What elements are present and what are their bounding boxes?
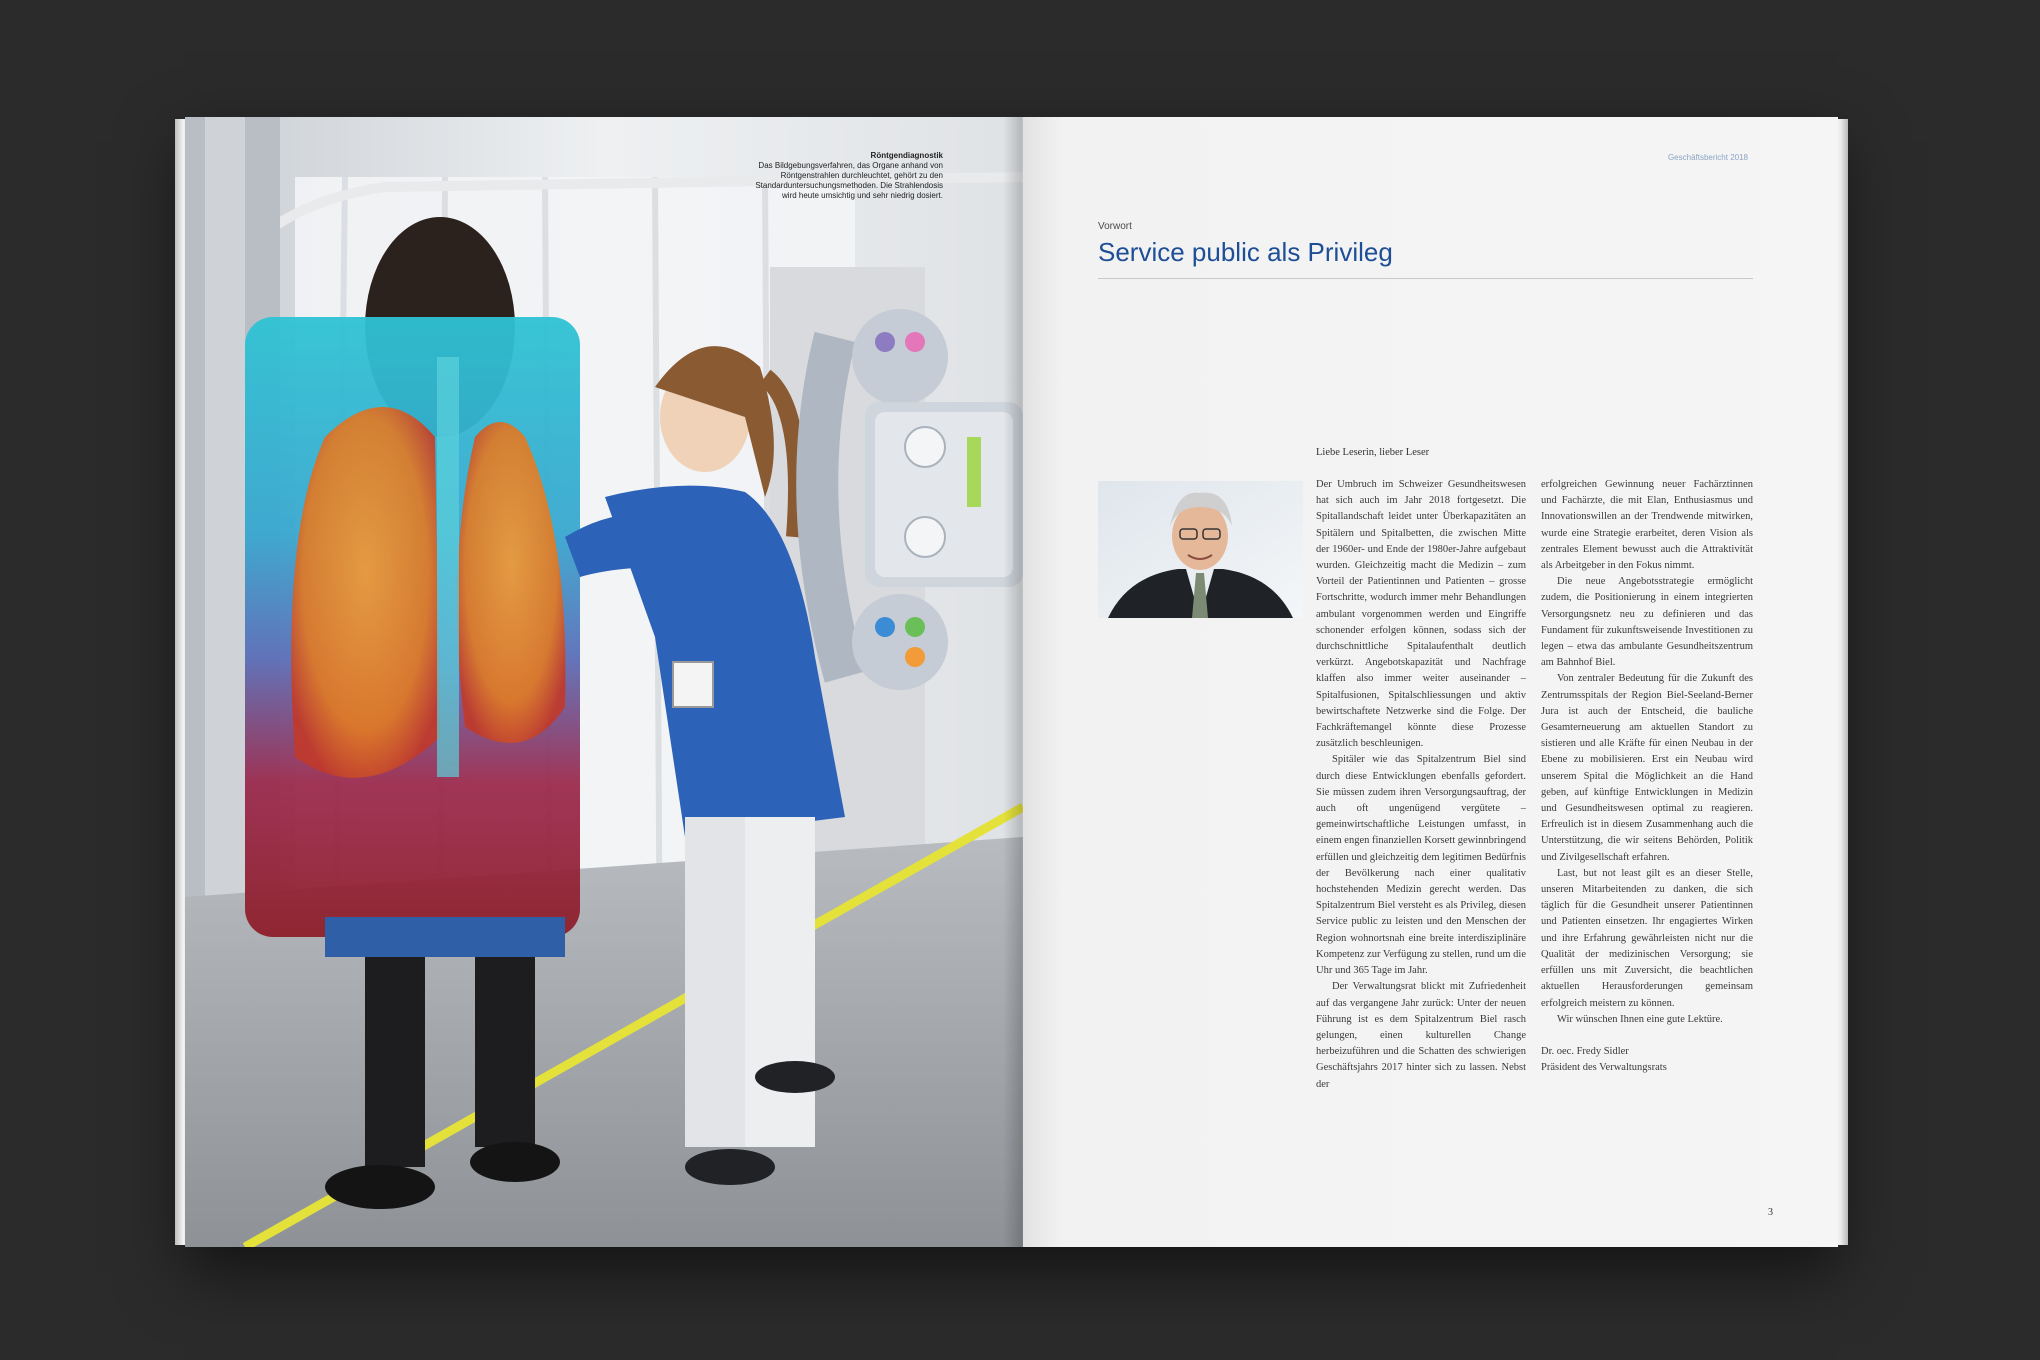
paragraph: Der Umbruch im Schweizer Gesundheitswesen hat sich auch im Jahr 2018 fortgesetzt. Die Spitallandschaft leidet unter Überkapazitäten an Spitälern und Spitalbetten, die zwischen Mitte der 1960er- und Ende der 1980er-Jahre aufgebaut wurden. Gleichzeitig macht die Medizin – zum Vorteil der Patientinnen und Patienten – grosse Fortschritte, wodurch immer mehr Behandlungen ambulant vorgenommen werden und Eingriffe schonender erfolgen können, sodass sich der durchschnittliche Spitalaufenthalt deutlich verkürzt. Angebotskapazität und Nachfrage klaffen also immer weiter auseinander – Spitalfusionen, Spitalschliessungen und aktiv bewirtschaftete Netzwerke sind die Folge. Der Fachkräftemangel könnte diese Prozesse zusätzlich beschleunigen. — [1316, 479, 1526, 750]
paragraph: Last, but not least gilt es an dieser Stelle, unseren Mitarbeitenden zu danken, die sich täglich für die Gesundheit unserer Patientinnen und Patienten einsetzen. Ihr engagiertes Wirken und ihre Erfahrung gewährleisten nicht nur die Qualität der medizinischen Versorgung; sie erfüllen uns mit Zuversicht, die beachtlichen aktuellen Herausforderungen gemeinsam erfolgreich meistern zu können. — [1541, 867, 1753, 1009]
photo-caption — [743, 151, 943, 201]
paragraph: Die neue Angebotsstrategie ermöglicht zudem, die Positionierung in einem integrierten Versorgungsnetz neu zu definieren und das Fundament für zukunftsweisende Investitionen zu legen – etwa das ambulante Gesundheitszentrum am Bahnhof Biel. — [1541, 576, 1753, 669]
caption-title: Röntgendiagnostik — [870, 151, 943, 160]
paragraph: Der Verwaltungsrat blickt mit Zufriedenheit auf das vergangene Jahr zurück: Unter der neuen Führung ist es dem Spitalzentrum Biel rasch gelungen, einen kulturellen Change herbeizuführen und die Schatten des schwierigen Geschäftsjahrs 2017 hinter sich zu lassen. Nebst der — [1316, 981, 1526, 1090]
page-number: 3 — [1768, 1207, 1773, 1218]
left-page-photo — [185, 117, 1023, 1247]
signature-name: Dr. oec. Fredy Sidler — [1541, 1045, 1629, 1057]
portrait-photo — [1098, 481, 1303, 618]
xray-room-photo — [185, 117, 1023, 1247]
caption-text: Das Bildgebungsverfahren, das Organe anhand von Röntgenstrahlen durchleuchtet, gehört zu den Standarduntersuchungsmethoden. Die Strahlendosis wird heute umsichtig und sehr niedrig dosiert. — [755, 161, 943, 200]
signature-role: Präsident des Verwaltungsrats — [1541, 1062, 1667, 1074]
paragraph: erfolgreichen Gewinnung neuer Fachärztinnen und Fachärzte, die mit Elan, Enthusiasmus und Innovationswillen an der Trendwende mitwirken, wurde eine Strategie erarbeitet, deren Vision als zentrales Element bewusst auch die Attraktivität als Arbeitgeber in den Fokus nimmt. — [1541, 479, 1753, 572]
paragraph: Wir wünschen Ihnen eine gute Lektüre. — [1557, 1013, 1723, 1025]
page-title: Service public als Privileg — [1098, 237, 1393, 267]
running-head: Geschäftsbericht 2018 — [1667, 153, 1748, 162]
paragraph: Von zentraler Bedeutung für die Zukunft des Zentrumsspitals der Region Biel-Seeland-Berner Jura ist auch der Entscheid, die bauliche Gesamterneuerung am aktuellen Standort zu sistieren und alle Kräfte für einen Neubau in der Ebene zu mobilisieren. Erst ein Neubau wird unserem Spital die Möglichkeit an die Hand geben, auf künftige Entwicklungen in Medizin und Gesundheitswesen optimal zu reagieren. Erfreulich ist in diesem Zusammenhang auch die Unterstützung, die wir seitens Behörden, Politik und Zivilgesellschaft erfahren. — [1541, 673, 1753, 863]
magazine-spread — [185, 117, 1838, 1247]
salutation: Liebe Leserin, lieber Leser — [1316, 447, 1430, 458]
section-label: Vorwort — [1098, 221, 1132, 232]
text-column-2 — [1541, 477, 1753, 1076]
title-rule — [1098, 278, 1753, 279]
signature — [1541, 1044, 1753, 1076]
text-column-1 — [1316, 477, 1526, 1093]
right-page-text — [1023, 117, 1838, 1247]
paragraph: Spitäler wie das Spitalzentrum Biel sind durch diese Entwicklungen ebenfalls gefordert. Sie müssen zudem ihren Versorgungsauftrag, der auch oft ungenügend vergütete – gemeinwirtschaftliche Leistungen umfasst, in einem engen finanziellen Korsett gewinnbringend erfüllen und gleichzeitig dem legitimen Bedürfnis der Bevölkerung nach einer qualitativ hochstehenden Medizin gerecht werden. Das Spitalzentrum Biel versteht es als Privileg, diesen Service public zu leisten und den Menschen der Region wohnortsnah eine breite interdisziplinäre Kompetenz zur Verfügung zu stellen, rund um die Uhr und 365 Tage im Jahr. — [1316, 754, 1526, 977]
